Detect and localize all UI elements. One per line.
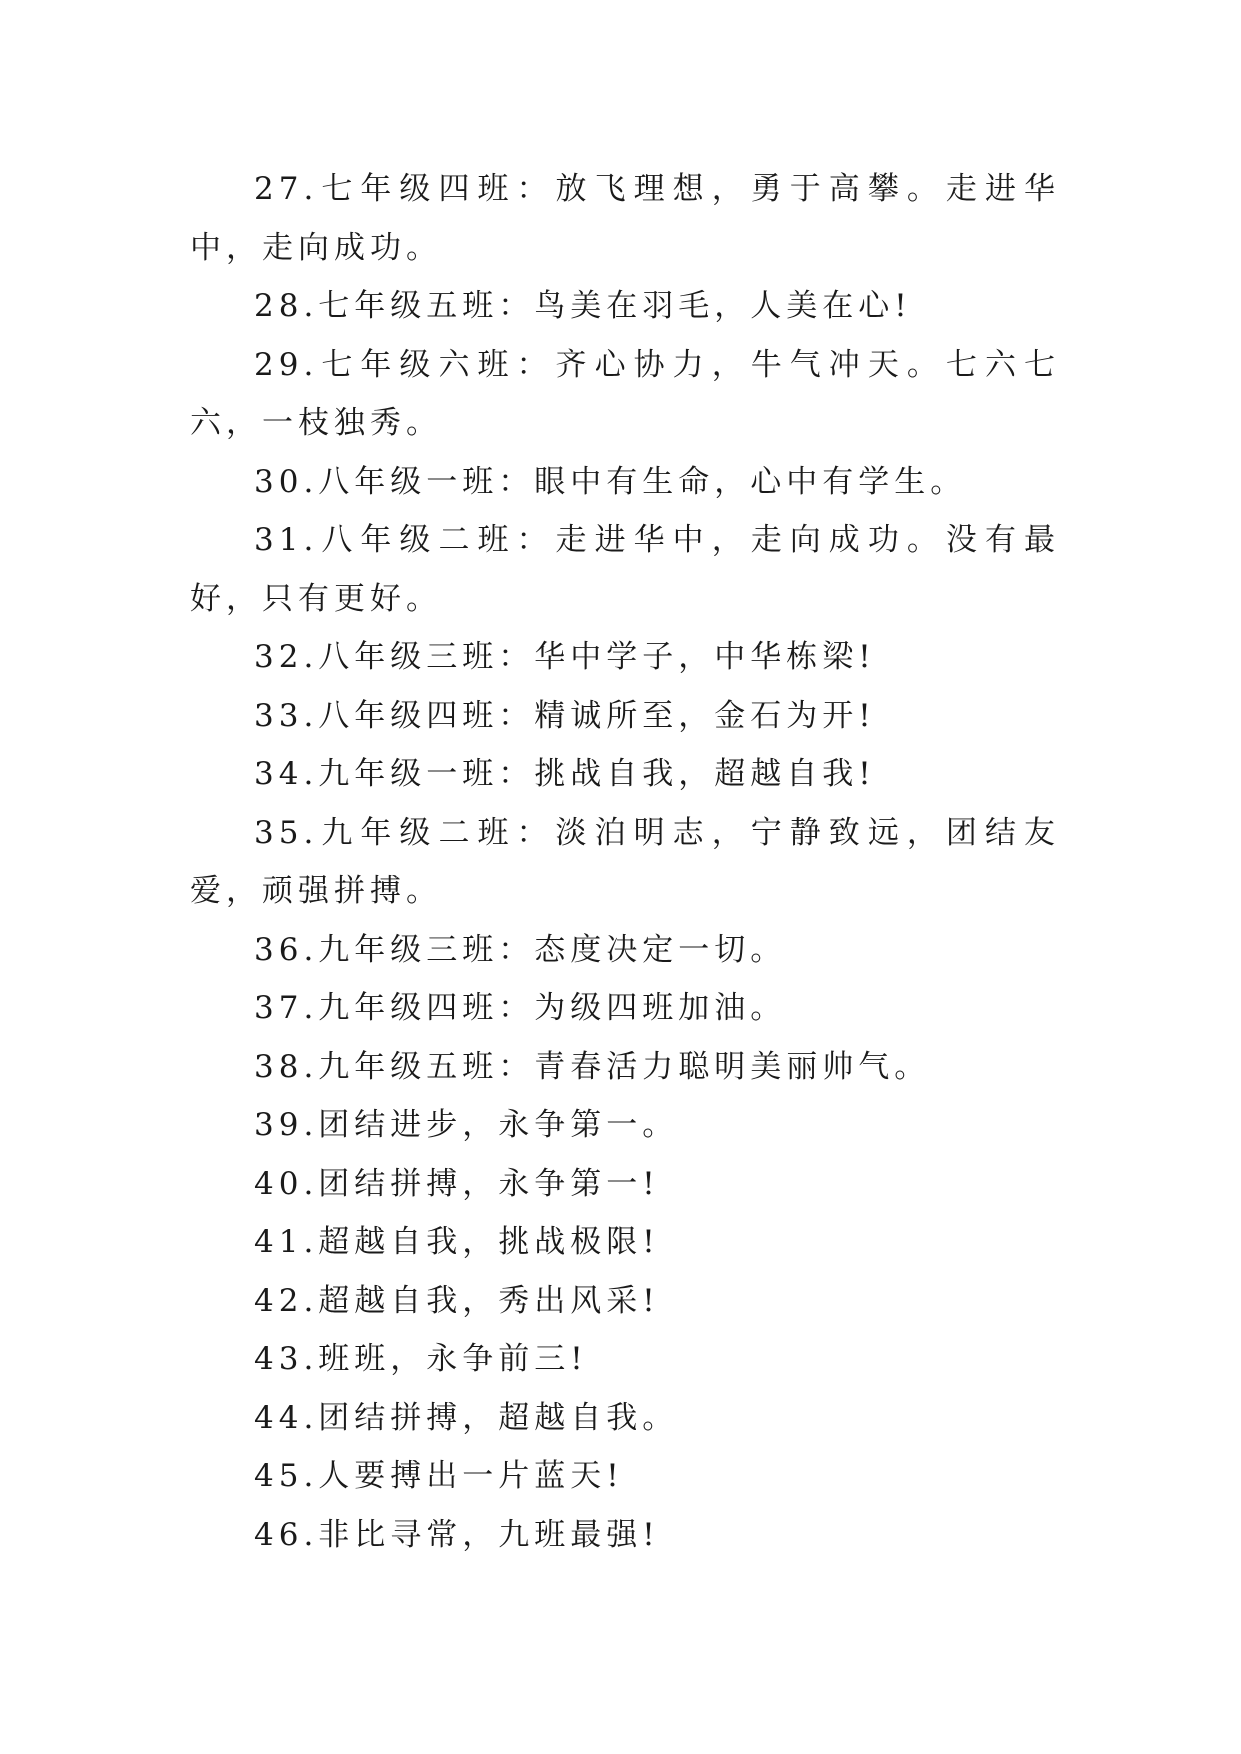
slogan-paragraph: 40.团结拼搏，永争第一! (254, 1165, 660, 1202)
slogan-paragraph: 32.八年级三班：华中学子，中华栋梁! (254, 639, 876, 675)
slogan-paragraph: 27.七年级四班：放飞理想，勇于高攀。走进华中，走向成功。 (190, 171, 1060, 266)
slogan-paragraph: 46.非比寻常，九班最强! (254, 1516, 660, 1553)
slogan-paragraph: 31.八年级二班：走进华中，走向成功。没有最好，只有更好。 (190, 522, 1060, 617)
slogan-paragraph: 43.班班，永争前三! (254, 1341, 588, 1377)
slogan-paragraph: 33.八年级四班：精诚所至，金石为开! (254, 697, 876, 734)
slogan-paragraph: 44.团结拼搏，超越自我。 (254, 1399, 679, 1436)
slogan-paragraph: 29.七年级六班：齐心协力，牛气冲天。七六七六，一枝独秀。 (190, 346, 1060, 441)
slogan-paragraph: 37.九年级四班：为级四班加油。 (254, 990, 787, 1026)
slogan-paragraph: 42.超越自我，秀出风采! (254, 1282, 660, 1319)
slogan-paragraph: 34.九年级一班：挑战自我，超越自我! (254, 756, 876, 792)
slogan-paragraph: 36.九年级三班：态度决定一切。 (254, 931, 787, 968)
slogan-paragraph: 39.团结进步，永争第一。 (254, 1107, 679, 1143)
slogan-paragraph: 30.八年级一班：眼中有生命，心中有学生。 (254, 463, 967, 500)
slogan-paragraph: 41.超越自我，挑战极限! (254, 1224, 660, 1260)
slogan-paragraph: 35.九年级二班：淡泊明志，宁静致远，团结友爱，顽强拼搏。 (190, 814, 1060, 909)
slogan-paragraph: 28.七年级五班：鸟美在羽毛，人美在心! (254, 288, 912, 324)
document-body (190, 160, 1060, 1564)
slogan-paragraph: 45.人要搏出一片蓝天! (254, 1458, 624, 1494)
slogan-paragraph: 38.九年级五班：青春活力聪明美丽帅气。 (254, 1048, 931, 1085)
